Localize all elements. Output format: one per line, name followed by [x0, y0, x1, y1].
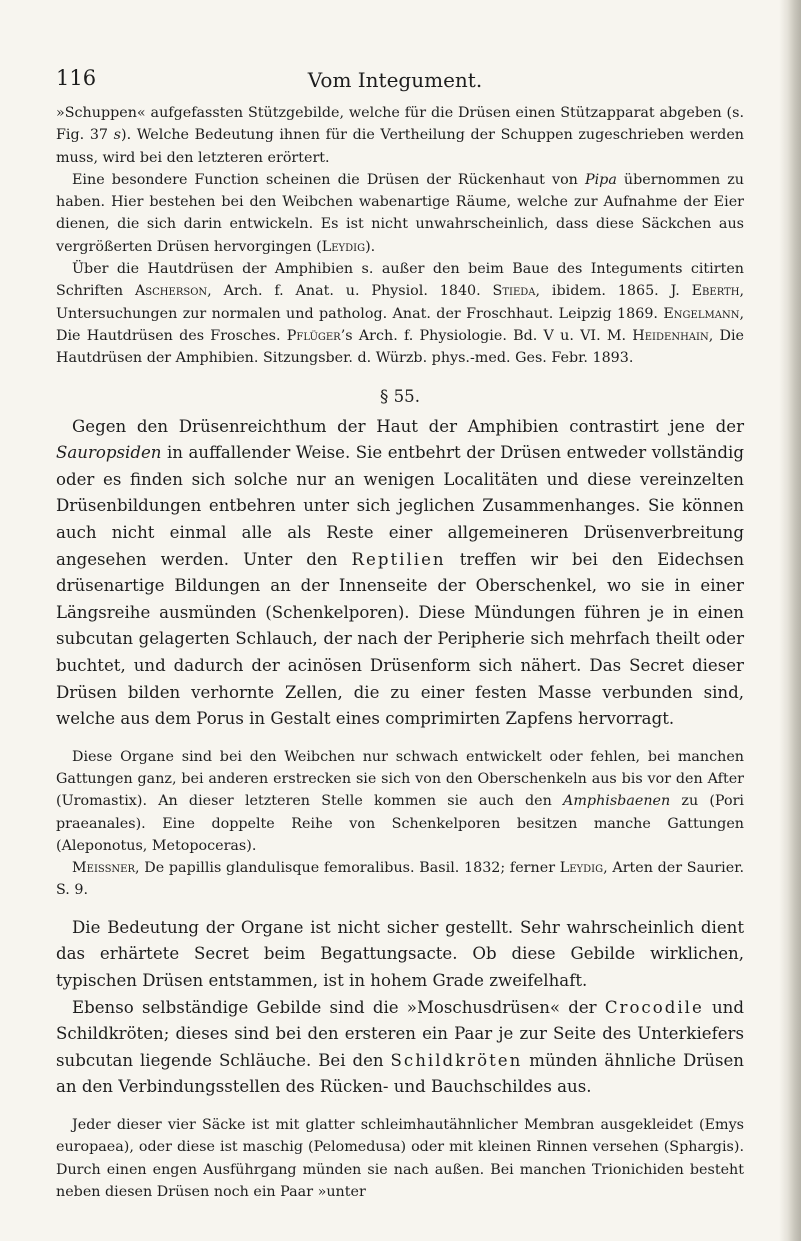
- text-run: , Untersuchungen zur normalen und patholog. Anat. der Froschhaut. Leipzig 1869.: [56, 283, 744, 322]
- text-run: Über die Hautdrüsen der Amphibien s. außer den beim Baue des Integuments citirten Schriften: [56, 261, 744, 300]
- text-run: ).: [365, 238, 376, 255]
- term-sauropsiden: Sauropsiden: [56, 443, 162, 463]
- paragraph-sauropsiden: [56, 414, 744, 733]
- author-name: Ascherson: [134, 283, 208, 300]
- author-name: Engelmann: [663, 305, 740, 322]
- text-run: Die Bedeutung der Organe ist nicht sicher gestellt. Sehr wahrscheinlich dient das erhärtete Secret beim Begattungsacte. Ob diese Gebilde wirklichen, typischen Drüsen entstammen, ist in hohem Grade zweifelhaft.: [56, 917, 744, 990]
- page-number: 116: [56, 66, 97, 90]
- paragraph-weibchen: [56, 746, 744, 857]
- text-run: , De papillis glandulisque femoralibus. Basil. 1832; ferner: [135, 860, 560, 877]
- author-name: Heidenhain: [632, 327, 709, 344]
- text-run: , Die Hautdrüsen des Frosches.: [56, 305, 744, 344]
- paragraph-stuetzgebilde: [56, 102, 744, 169]
- text-run: , ibidem. 1865. J.: [535, 283, 692, 300]
- author-name: Leydig: [559, 860, 604, 877]
- text-run: ’s Arch. f. Physiologie. Bd. V u. VI. M.: [340, 327, 633, 344]
- text-run: ). Welche Bedeutung ihnen für die Vertheilung der Schuppen zugeschrieben werden muss, wird bei den letzteren erörtert.: [56, 127, 744, 166]
- term-amphisbaenen: Amphisbaenen: [563, 793, 671, 810]
- paragraph-pipa: [56, 169, 744, 258]
- term-schildkroeten: Schildkröten: [390, 1050, 523, 1070]
- paragraph-saecke: [56, 1114, 744, 1203]
- text-run: »Schuppen« aufgefassten Stützgebilde, welche für die Drüsen einen Stützapparat abgeben (s. Fig. 37: [56, 105, 744, 144]
- text-run: , Die Hautdrüsen der Amphibien. Sitzungsber. d. Würzb. phys.-med. Ges. Febr. 1893.: [56, 327, 744, 367]
- text-run: , Arten der Saurier. S. 9.: [56, 860, 745, 899]
- text-run: , Arch. f. Anat. u. Physiol. 1840.: [207, 283, 493, 300]
- page-header: [50, 66, 740, 96]
- text-run: zu (Pori praeanales). Eine doppelte Reihe von Schenkelporen besitzen manche Gattungen (Aleponotus, Metopoceras).: [56, 793, 744, 854]
- text-run: Jeder dieser vier Säcke ist mit glatter schleimhautähnlicher Membran ausgekleidet (Emys europaea), oder diese ist maschig (Pelomedusa) oder mit kleinen Rinnen versehen (Sphargis). Durch einen engen Ausführgang münden sie nach außen. Bei manchen Trionichiden besteht neben diesen Drüsen noch ein Paar »unter: [56, 1116, 744, 1200]
- section-heading: § 55.: [380, 386, 420, 406]
- author-name: Pflüger: [286, 327, 341, 344]
- term-crocodile: Crocodile: [604, 997, 704, 1017]
- author-name: Stieda: [492, 283, 536, 300]
- text-run: Eine besondere Function scheinen die Drüsen der Rückenhaut von: [72, 171, 585, 188]
- author-name: Eberth: [691, 283, 740, 300]
- genus-pipa: Pipa: [584, 171, 617, 188]
- text-run: Gegen den Drüsenreichthum der Haut der Amphibien contrastirt jene der: [72, 416, 744, 436]
- text-run: in auffallender Weise. Sie entbehrt der Drüsen entweder vollständig oder es finden sich solche nur an wenigen Localitäten und diese vereinzelten Drüsenbildungen entbehren unter sich jeglichen Zusammenhanges. Sie können auch nicht einmal alle als Reste einer allgemeineren Drüsenverbreitung angesehen werden. Unter den: [56, 443, 744, 569]
- figure-ref-italic: s: [113, 127, 121, 144]
- text-run: Ebenso selbständige Gebilde sind die »Moschusdrüsen« der: [72, 997, 605, 1017]
- text-run: treffen wir bei den Eidechsen drüsenartige Bildungen an der Innenseite der Oberschenkel, wo sie in einer Längsreihe ausmünden (Schenkelporen). Diese Mündungen führen je in einen subcutan gelagerten Schlauch, der nach der Peripherie sich mehrfach theilt oder buchtet, und dadurch der acinösen Drüsenform sich nähert. Das Secret dieser Drüsen bilden verhornte Zellen, die zu einer festen Masse verbunden sind, welche aus dem Porus in Gestalt eines comprimirten Zapfens hervorragt.: [56, 549, 745, 729]
- page-edge-shadow: [779, 0, 801, 1241]
- author-name: Leydig: [321, 238, 366, 255]
- author-name: Meissner: [72, 860, 135, 877]
- text-run: und Schildkröten; dieses sind bei den ersteren ein Paar je zur Seite des Unterkiefers subcutan liegende Schläuche. Bei den: [56, 997, 744, 1070]
- paragraph-literature-amphibia: [56, 258, 744, 369]
- paragraph-literature-saurier: [56, 857, 744, 902]
- text-run: übernommen zu haben. Hier bestehen bei den Weibchen wabenartige Räume, welche zur Aufnahme der Eier dienen, die sich darin entwickeln. Es ist nicht unwahrscheinlich, dass diese Säckchen aus vergrößerten Drüsen hervorgingen (: [56, 171, 744, 255]
- text-run: Diese Organe sind bei den Weibchen nur schwach entwickelt oder fehlen, bei manchen Gattungen ganz, bei anderen erstrecken sie sich von den Oberschenkeln aus bis vor den After (Uromastix). An dieser letzteren Stelle kommen sie auch den: [56, 748, 744, 810]
- running-title: Vom Integument.: [307, 68, 483, 92]
- term-reptilien: Reptilien: [351, 549, 446, 569]
- paragraph-bedeutung: [56, 915, 744, 995]
- paragraph-moschusdruesen: [56, 995, 744, 1101]
- page-body: [56, 102, 744, 1203]
- text-run: münden ähnliche Drüsen an den Verbindungsstellen des Rücken- und Bauchschildes aus.: [56, 1050, 744, 1097]
